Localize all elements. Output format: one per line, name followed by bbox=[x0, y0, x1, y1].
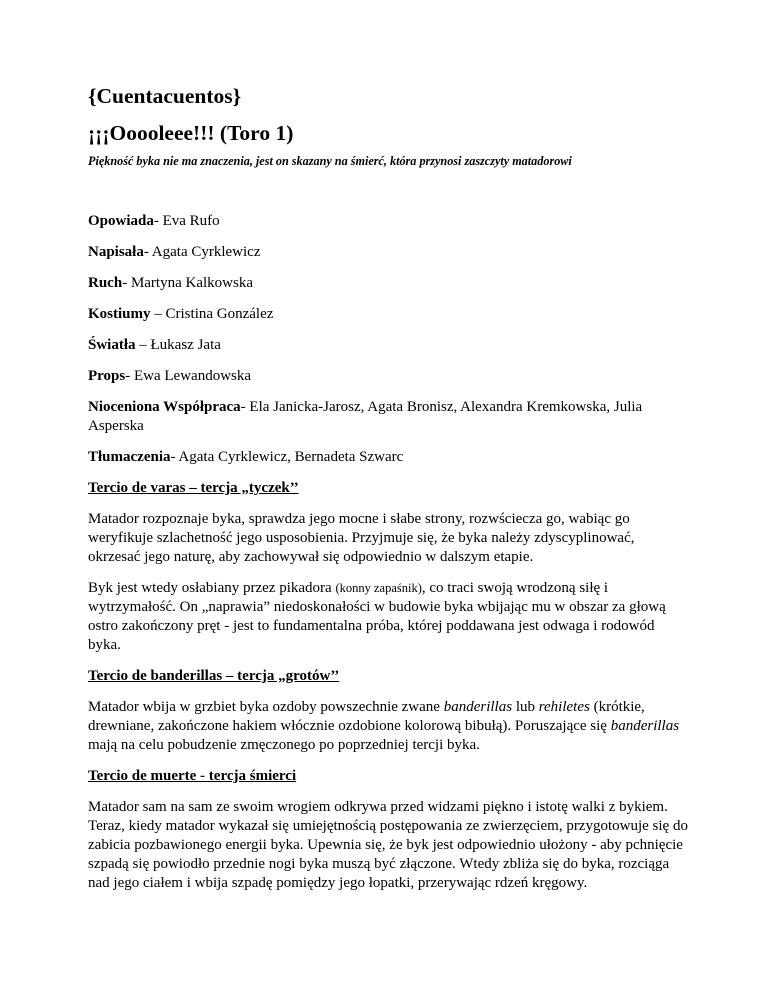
paragraph bbox=[88, 579, 688, 655]
credit-separator: - bbox=[125, 368, 134, 384]
credit-role: Tłumaczenia bbox=[88, 449, 171, 465]
credit-line bbox=[88, 448, 688, 467]
page-subtitle: Piękność byka nie ma znaczenia, jest on skazany na śmierć, która przynosi zaszczyty matadorowi bbox=[88, 154, 572, 168]
text-run: lub bbox=[512, 699, 539, 715]
paragraph: Matador rozpoznaje byka, sprawdza jego mocne i słabe strony, rozwściecza go, wabiąc go weryfikuje szlachetność jego usposobienia. Przyjmuje się, że byka należy zdyscyplinować, okrzesać jego naturę, aby zachowywał się odpowiednio w dalszym etapie. bbox=[88, 511, 635, 565]
credit-separator: - bbox=[153, 213, 163, 229]
credit-names: Martyna Kalkowska bbox=[130, 275, 253, 291]
credit-names: Eva Rufo bbox=[162, 213, 220, 229]
credits-list bbox=[88, 212, 688, 479]
credit-separator: – bbox=[135, 337, 151, 353]
credit-line bbox=[88, 212, 688, 231]
credit-role: Opowiada bbox=[88, 213, 154, 229]
credit-names: Cristina González bbox=[165, 306, 274, 322]
credit-separator: - bbox=[240, 399, 250, 415]
credit-line bbox=[88, 305, 688, 324]
credit-names: Ela Janicka-Jarosz, Agata Bronisz, Alexandra Kremkowska, Julia Asperska bbox=[88, 399, 643, 434]
text-run: mają na celu pobudzenie zmęczonego po poprzedniej tercji byka. bbox=[88, 737, 480, 753]
credit-line bbox=[88, 336, 688, 355]
text-run-italic: banderillas bbox=[443, 699, 513, 715]
credit-separator: - bbox=[143, 244, 152, 260]
paragraph: Matador sam na sam ze swoim wrogiem odkrywa przed widzami piękno i istotę walki z bykiem. Teraz, kiedy matador wykazał się umiejętnością postępowania ze zwierzęciem, przygotowuje się do zabicia pozbawionego energii byka. Upewnia się, że byk jest odpowiednio ułożony - aby pchnięcie szpadą się powiodło przednie nogi byka muszą być złączone. Wtedy zbliża się do byka, rozciąga nad jego ciałem i wbija szpadę pomiędzy jego łopatki, przerywając rdzeń kręgowy. bbox=[88, 799, 688, 891]
credit-separator: - bbox=[170, 449, 179, 465]
credit-role: Kostiumy bbox=[88, 306, 151, 322]
text-run: (krótkie, drewniane, zakończone hakiem włócznie ozdobione kolorową bibułą). Poruszające się bbox=[88, 699, 645, 734]
credit-role: Światła bbox=[88, 337, 136, 353]
text-run-small: (konny zapaśnik) bbox=[335, 581, 422, 595]
credit-line bbox=[88, 243, 688, 262]
page-title: ¡¡¡Ooooleee!!! (Toro 1) bbox=[88, 121, 294, 145]
credit-names: Łukasz Jata bbox=[150, 337, 221, 353]
body-sections bbox=[88, 479, 688, 905]
credit-separator: – bbox=[150, 306, 166, 322]
series-header: {Cuentacuentos} bbox=[88, 84, 242, 108]
text-run-italic: banderillas bbox=[610, 718, 680, 734]
text-run: Byk jest wtedy osłabiany przez pikadora bbox=[88, 580, 336, 596]
section-heading-banderillas: Tercio de banderillas – tercja „grotów’’ bbox=[88, 668, 340, 684]
credit-role: Props bbox=[88, 368, 126, 384]
section-heading-muerte: Tercio de muerte - tercja śmierci bbox=[88, 768, 297, 784]
credit-role: Ruch bbox=[88, 275, 123, 291]
paragraph bbox=[88, 698, 688, 755]
credit-role: Napisała bbox=[88, 244, 144, 260]
text-run-italic: rehiletes bbox=[538, 699, 590, 715]
credit-names: Ewa Lewandowska bbox=[133, 368, 252, 384]
text-run: , co traci swoją wrodzoną siłę i wytrzymałość. On „naprawia” niedoskonałości w budowie byka wbijając mu w obszar za głową ostro zakończony pręt - jest to fundamentalna próba, której poddawana jest odwaga i rodowód byka. bbox=[88, 580, 666, 653]
credit-role: Nioceniona Współpraca bbox=[88, 399, 241, 415]
credit-line bbox=[88, 274, 688, 293]
credit-names: Agata Cyrklewicz bbox=[151, 244, 261, 260]
credit-line bbox=[88, 367, 688, 386]
section-heading-varas: Tercio de varas – tercja „tyczek’’ bbox=[88, 480, 299, 496]
credit-separator: - bbox=[122, 275, 131, 291]
credit-line bbox=[88, 398, 688, 436]
text-run: Matador wbija w grzbiet byka ozdoby powszechnie zwane bbox=[88, 699, 444, 715]
credit-names: Agata Cyrklewicz, Bernadeta Szwarc bbox=[178, 449, 404, 465]
